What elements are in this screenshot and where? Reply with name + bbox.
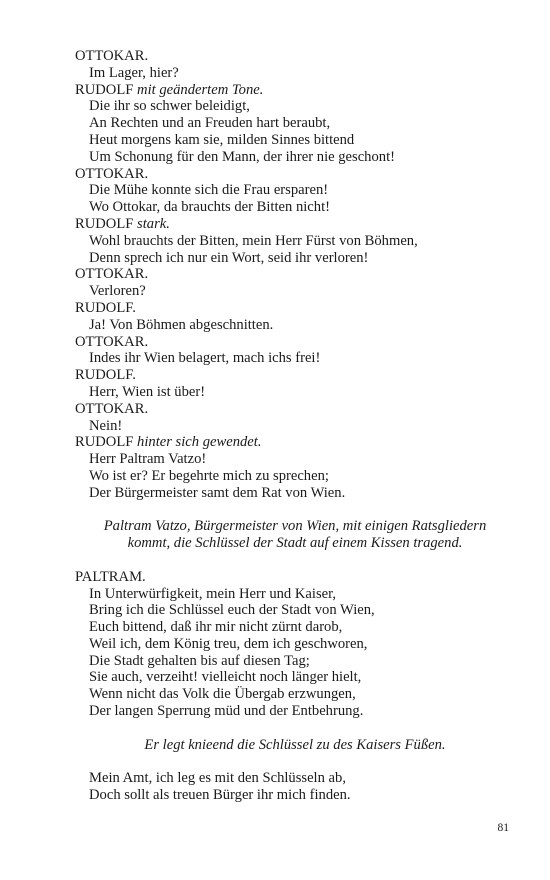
stanza-gap xyxy=(75,552,515,569)
verse-line: Um Schonung für den Mann, der ihrer nie geschont! xyxy=(89,148,395,165)
stanza-gap xyxy=(75,753,515,770)
speaker-direction: hinter sich gewendet. xyxy=(137,434,262,451)
stanza-gap xyxy=(75,720,515,737)
speaker-name: PALTRAM. xyxy=(75,568,146,585)
verse-line: Denn sprech ich nur ein Wort, seid ihr verloren! xyxy=(89,249,369,266)
verse-line: Mein Amt, ich leg es mit den Schlüsseln ab, xyxy=(89,770,346,787)
speaker-name: RUDOLF. xyxy=(75,299,136,316)
speaker-line xyxy=(75,569,515,586)
stage-direction-line: Er legt knieend die Schlüssel zu des Kaisers Füßen. xyxy=(144,736,446,753)
verse-line: Heut morgens kam sie, milden Sinnes bittend xyxy=(89,131,355,148)
verse-line: Wohl brauchts der Bitten, mein Herr Fürst von Böhmen, xyxy=(89,232,418,249)
verse-line: Verloren? xyxy=(89,283,146,300)
verse-line: Doch sollt als treuen Bürger ihr mich finden. xyxy=(89,787,351,804)
verse-line: Wo Ottokar, da brauchts der Bitten nicht! xyxy=(89,199,330,216)
speaker-line xyxy=(75,434,515,451)
speaker-line xyxy=(75,48,515,65)
verse-line: Im Lager, hier? xyxy=(89,64,179,81)
verse-line: Die Mühe konnte sich die Frau ersparen! xyxy=(89,182,329,199)
verse-line: Der Bürgermeister samt dem Rat von Wien. xyxy=(89,484,346,501)
page-number: 81 xyxy=(497,822,509,834)
speaker-name: RUDOLF. xyxy=(75,367,136,384)
verse-line: Die Stadt gehalten bis auf diesen Tag; xyxy=(89,652,310,669)
verse-line: Nein! xyxy=(89,417,123,434)
verse-line: Herr Paltram Vatzo! xyxy=(89,451,207,468)
verse-line: Wo ist er? Er begehrte mich zu sprechen; xyxy=(89,467,329,484)
verse-line: Indes ihr Wien belagert, mach ichs frei! xyxy=(89,350,321,367)
speaker-line xyxy=(75,166,515,183)
speaker-line xyxy=(75,216,515,233)
verse-line: Euch bittend, daß ihr mir nicht zürnt darob, xyxy=(89,619,343,636)
drama-text xyxy=(75,48,515,804)
verse-line: In Unterwürfigkeit, mein Herr und Kaiser, xyxy=(89,585,337,602)
stage-direction-line: kommt, die Schlüssel der Stadt auf einem Kissen tragend. xyxy=(127,535,463,552)
speaker-line xyxy=(75,300,515,317)
speaker-name: RUDOLF xyxy=(75,215,134,232)
verse-line: Weil ich, dem König treu, dem ich geschworen, xyxy=(89,635,368,652)
verse-line: Wenn nicht das Volk die Übergab erzwungen, xyxy=(89,686,356,703)
verse-line: Der langen Sperrung müd und der Entbehrung. xyxy=(89,703,364,720)
stanza-gap xyxy=(75,502,515,519)
speaker-line xyxy=(75,401,515,418)
verse-line: Ja! Von Böhmen abgeschnitten. xyxy=(89,316,274,333)
speaker-direction: mit geändertem Tone. xyxy=(137,81,264,98)
speaker-name: OTTOKAR. xyxy=(75,165,149,182)
speaker-name: RUDOLF xyxy=(75,81,134,98)
speaker-direction: stark. xyxy=(137,215,170,232)
speaker-line xyxy=(75,82,515,99)
speaker-line xyxy=(75,334,515,351)
speaker-name: OTTOKAR. xyxy=(75,48,149,64)
stage-direction xyxy=(75,518,515,552)
speaker-line xyxy=(75,266,515,283)
speaker-name: RUDOLF xyxy=(75,434,134,451)
verse-line: Sie auch, verzeiht! vielleicht noch länger hielt, xyxy=(89,669,362,686)
speaker-name: OTTOKAR. xyxy=(75,333,149,350)
stage-direction xyxy=(75,737,515,754)
verse-line: Bring ich die Schlüssel euch der Stadt von Wien, xyxy=(89,602,375,619)
verse-line: Herr, Wien ist über! xyxy=(89,383,206,400)
verse-line: An Rechten und an Freuden hart beraubt, xyxy=(89,115,331,132)
speaker-name: OTTOKAR. xyxy=(75,400,149,417)
verse-line: Die ihr so schwer beleidigt, xyxy=(89,98,250,115)
stage-direction-line: Paltram Vatzo, Bürgermeister von Wien, mit einigen Ratsgliedern xyxy=(103,518,487,535)
speaker-line xyxy=(75,367,515,384)
speaker-name: OTTOKAR. xyxy=(75,266,149,283)
